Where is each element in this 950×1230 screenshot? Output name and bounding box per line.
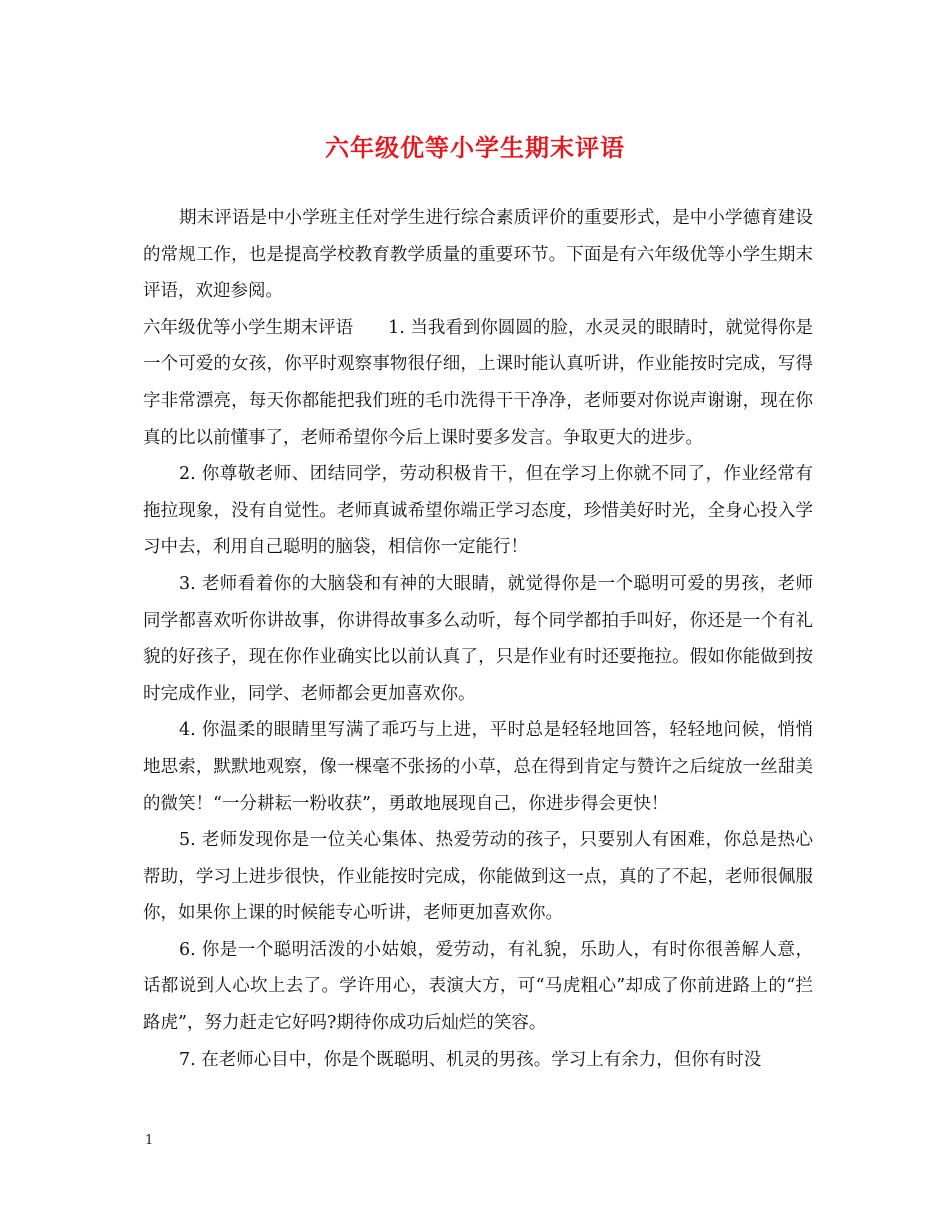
document-body [143, 200, 813, 1078]
paragraph-4: 4. 你温柔的眼睛里写满了乖巧与上进，平时总是轻轻地回答，轻轻地问候，悄悄地思索，默默地观察，像一棵毫不张扬的小草，总在得到肯定与赞许之后绽放一丝甜美的微笑！“一分耕耘一粉收获”，勇敢地展现自己，你进步得会更快！ [143, 720, 813, 814]
document-title: 六年级优等小学生期末评语 [325, 133, 625, 162]
intro-paragraph: 期末评语是中小学班主任对学生进行综合素质评价的重要形式，是中小学德育建设的常规工作，也是提高学校教育教学质量的重要环节。下面是有六年级优等小学生期末评语，欢迎参阅。 [143, 208, 813, 302]
paragraph-3: 3. 老师看着你的大脑袋和有神的大眼睛，就觉得你是一个聪明可爱的男孩，老师同学都喜欢听你讲故事，你讲得故事多么动听，每个同学都拍手叫好，你还是一个有礼貌的好孩子，现在你作业确实比以前认真了，只是作业有时还要拖拉。假如你能做到按时完成作业，同学、老师都会更加喜欢你。 [143, 573, 813, 704]
paragraph-6: 6. 你是一个聪明活泼的小姑娘，爱劳动，有礼貌，乐助人，有时你很善解人意，话都说到人心坎上去了。学许用心，表演大方，可“马虎粗心”却成了你前进路上的“拦路虎”，努力赶走它好吗?期待你成功后灿烂的笑容。 [143, 939, 813, 1034]
page-number: 1 [145, 1133, 154, 1148]
paragraph-7: 7. 在老师心目中，你是个既聪明、机灵的男孩。学习上有余力，但你有时没 [179, 1049, 762, 1070]
paragraph-5: 5. 老师发现你是一位关心集体、热爱劳动的孩子，只要别人有困难，你总是热心帮助，学习上进步很快，作业能按时完成，你能做到这一点，真的了不起，老师很佩服你，如果你上课的时候能专心听讲，老师更加喜欢你。 [143, 830, 813, 924]
paragraph-1: 六年级优等小学生期末评语 1. 当我看到你圆圆的脸，水灵灵的眼睛时，就觉得你是一个可爱的女孩，你平时观察事物很仔细，上课时能认真听讲，作业能按时完成，写得字非常漂亮，每天你都能把我们班的毛巾洗得干干净净，老师要对你说声谢谢，现在你真的比以前懂事了，老师希望你今后上课时要多发言。争取更大的进步。 [143, 317, 813, 448]
paragraph-2: 2. 你尊敬老师、团结同学，劳动积极肯干，但在学习上你就不同了，作业经常有拖拉现象，没有自觉性。老师真诚希望你端正学习态度，珍惜美好时光，全身心投入学习中去，利用自己聪明的脑袋，相信你一定能行！ [143, 464, 813, 558]
